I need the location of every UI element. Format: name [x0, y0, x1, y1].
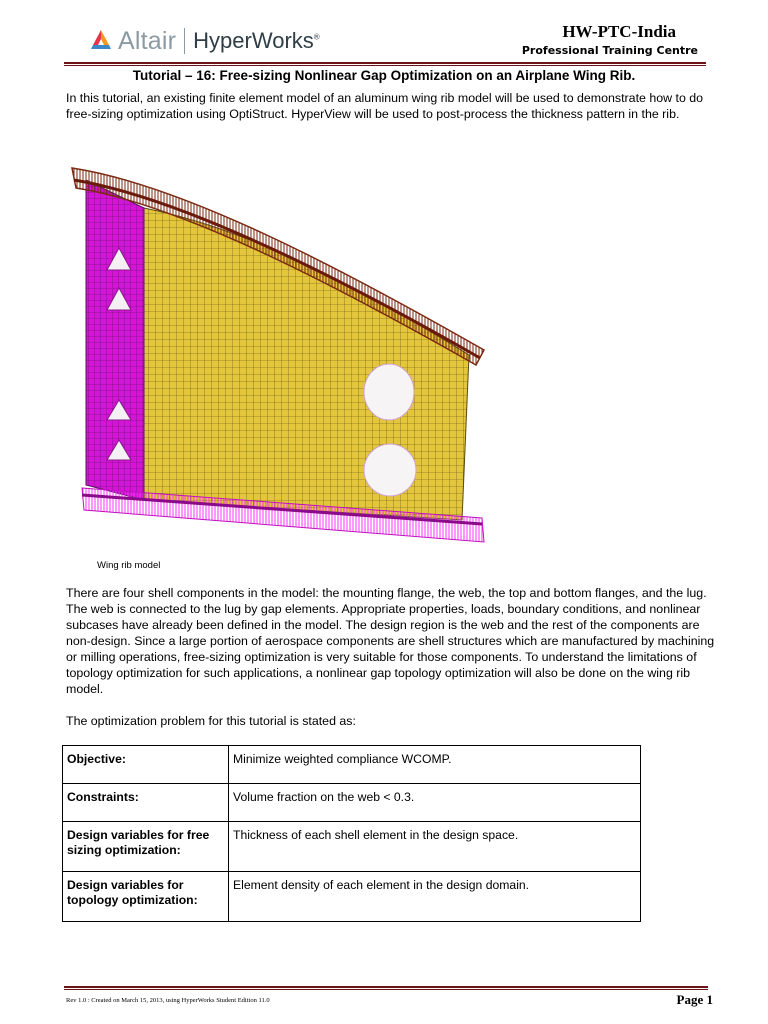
table-row	[63, 822, 641, 872]
optimization-table	[62, 745, 641, 922]
intro-paragraph: In this tutorial, an existing finite element model of an aluminum wing rib model will be used to demonstrate how to do free-sizing optimization using OptiStruct. HyperView will be used to post-process the thickness pattern in the rib.	[66, 91, 704, 121]
table-row	[63, 746, 641, 784]
table-key: Design variables for free sizing optimization:	[63, 822, 229, 872]
table-value: Minimize weighted compliance WCOMP.	[229, 746, 641, 784]
wing-rib-model-figure	[64, 150, 494, 550]
logo-hyperworks-text: HyperWorks®	[193, 28, 320, 53]
org-title: HW-PTC-India	[562, 22, 676, 41]
org-subtitle: Professional Training Centre	[521, 44, 698, 57]
table-value: Volume fraction on the web < 0.3.	[229, 784, 641, 822]
header-rule	[64, 62, 706, 66]
table-key: Objective:	[63, 746, 229, 784]
footer-note: Rev 1.0 : Created on March 15, 2013, using HyperWorks Student Edition 11.0	[66, 997, 270, 1004]
altair-logo-icon	[88, 28, 114, 54]
logo-altair-text: Altair	[118, 26, 177, 55]
table-value: Thickness of each shell element in the design space.	[229, 822, 641, 872]
table-key: Design variables for topology optimization:	[63, 872, 229, 922]
body-paragraph: There are four shell components in the model: the mounting flange, the web, the top and bottom flanges, and the lug. The web is connected to the lug by gap elements. Appropriate properties, loads, boundary conditions, and nonlinear subcases have already been defined in the model. The design region is the web and the rest of the components are non-design. Since a large portion of aerospace components are shell structures which are manufactured by machining or milling operations, free-sizing optimization is very suitable for those components. To understand the limitations of topology optimization for such applications, a nonlinear gap topology optimization will also be done on the wing rib model.	[66, 586, 715, 696]
table-row	[63, 784, 641, 822]
footer-rule	[64, 986, 708, 990]
table-value: Element density of each element in the design domain.	[229, 872, 641, 922]
altair-logo	[88, 27, 320, 55]
problem-intro: The optimization problem for this tutorial is stated as:	[66, 714, 356, 728]
document-title: Tutorial – 16: Free-sizing Nonlinear Gap Optimization on an Airplane Wing Rib.	[132, 68, 636, 83]
logo-separator	[184, 28, 185, 54]
table-row	[63, 872, 641, 922]
figure-caption: Wing rib model	[97, 560, 161, 571]
page-number: Page 1	[676, 992, 713, 1007]
table-key: Constraints:	[63, 784, 229, 822]
